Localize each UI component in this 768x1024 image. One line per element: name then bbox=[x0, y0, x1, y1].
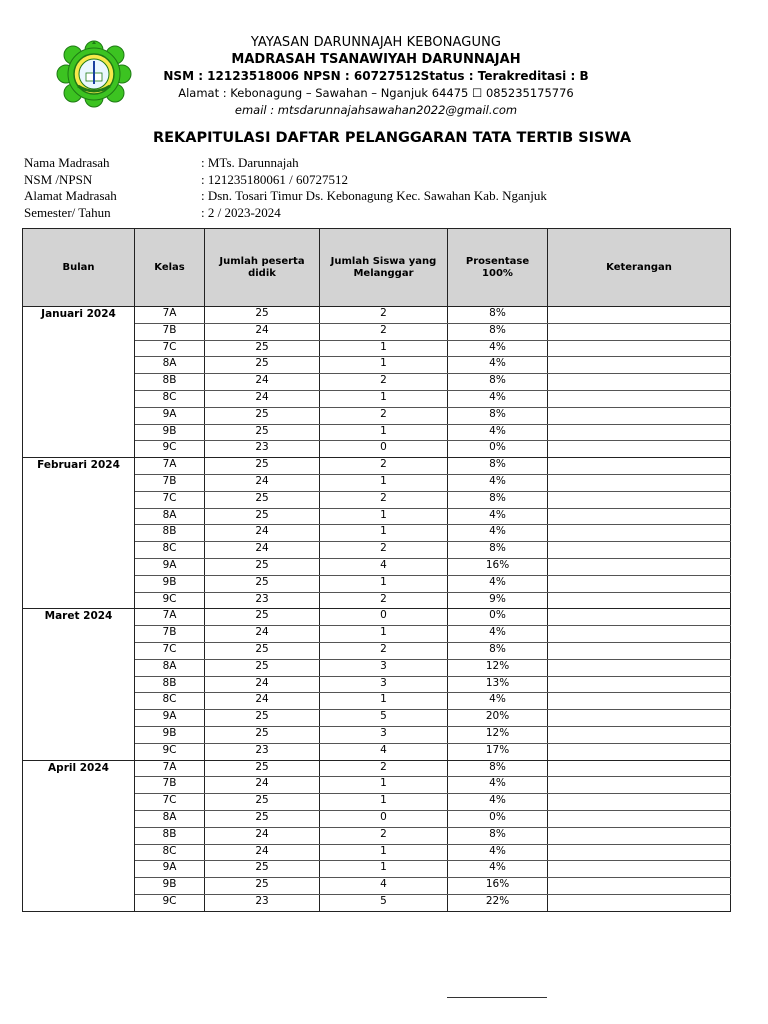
cell-jumlah-melanggar: 2 bbox=[320, 542, 448, 559]
cell-keterangan bbox=[548, 407, 731, 424]
cell-kelas: 9A bbox=[135, 407, 205, 424]
letterhead-text bbox=[150, 34, 602, 119]
cell-jumlah-peserta: 24 bbox=[205, 777, 320, 794]
cell-prosentase: 13% bbox=[448, 676, 548, 693]
cell-jumlah-peserta: 24 bbox=[205, 693, 320, 710]
cell-prosentase: 12% bbox=[448, 726, 548, 743]
cell-prosentase: 8% bbox=[448, 760, 548, 777]
cell-kelas: 7A bbox=[135, 307, 205, 324]
info-row bbox=[24, 172, 547, 189]
cell-prosentase: 8% bbox=[448, 642, 548, 659]
cell-keterangan bbox=[548, 693, 731, 710]
cell-jumlah-melanggar: 3 bbox=[320, 726, 448, 743]
cell-keterangan bbox=[548, 609, 731, 626]
cell-prosentase: 4% bbox=[448, 844, 548, 861]
cell-jumlah-peserta: 24 bbox=[205, 827, 320, 844]
school-info bbox=[24, 155, 547, 221]
cell-jumlah-melanggar: 5 bbox=[320, 894, 448, 911]
cell-keterangan bbox=[548, 810, 731, 827]
cell-keterangan bbox=[548, 743, 731, 760]
cell-jumlah-melanggar: 4 bbox=[320, 878, 448, 895]
madrasah-logo-icon bbox=[56, 40, 132, 108]
cell-jumlah-melanggar: 2 bbox=[320, 458, 448, 475]
cell-jumlah-peserta: 24 bbox=[205, 844, 320, 861]
document-title-text: REKAPITULASI DAFTAR PELANGGARAN TATA TERTIB SISWA bbox=[152, 130, 632, 146]
cell-jumlah-melanggar: 1 bbox=[320, 777, 448, 794]
cell-jumlah-peserta: 23 bbox=[205, 592, 320, 609]
cell-keterangan bbox=[548, 659, 731, 676]
cell-jumlah-melanggar: 3 bbox=[320, 676, 448, 693]
cell-prosentase: 9% bbox=[448, 592, 548, 609]
cell-prosentase: 4% bbox=[448, 340, 548, 357]
cell-kelas: 9A bbox=[135, 558, 205, 575]
cell-keterangan bbox=[548, 390, 731, 407]
cell-keterangan bbox=[548, 491, 731, 508]
cell-keterangan bbox=[548, 340, 731, 357]
cell-kelas: 7B bbox=[135, 777, 205, 794]
cell-jumlah-peserta: 24 bbox=[205, 323, 320, 340]
cell-jumlah-melanggar: 1 bbox=[320, 844, 448, 861]
cell-kelas: 9B bbox=[135, 424, 205, 441]
cell-keterangan bbox=[548, 558, 731, 575]
cell-prosentase: 16% bbox=[448, 878, 548, 895]
cell-prosentase: 20% bbox=[448, 710, 548, 727]
cell-kelas: 8C bbox=[135, 844, 205, 861]
cell-bulan: April 2024 bbox=[23, 760, 135, 911]
info-row bbox=[24, 188, 547, 205]
cell-keterangan bbox=[548, 424, 731, 441]
cell-jumlah-peserta: 25 bbox=[205, 307, 320, 324]
cell-jumlah-peserta: 25 bbox=[205, 726, 320, 743]
cell-prosentase: 4% bbox=[448, 777, 548, 794]
cell-prosentase: 4% bbox=[448, 575, 548, 592]
cell-keterangan bbox=[548, 357, 731, 374]
cell-jumlah-peserta: 25 bbox=[205, 710, 320, 727]
cell-kelas: 8A bbox=[135, 659, 205, 676]
cell-kelas: 9B bbox=[135, 726, 205, 743]
cell-jumlah-peserta: 24 bbox=[205, 525, 320, 542]
info-label: Nama Madrasah bbox=[24, 155, 110, 170]
cell-jumlah-peserta: 25 bbox=[205, 642, 320, 659]
cell-jumlah-melanggar: 4 bbox=[320, 743, 448, 760]
cell-jumlah-melanggar: 2 bbox=[320, 592, 448, 609]
cell-prosentase: 4% bbox=[448, 626, 548, 643]
col-header-prosentase: Prosentase 100% bbox=[448, 229, 548, 307]
cell-keterangan bbox=[548, 575, 731, 592]
cell-jumlah-melanggar: 1 bbox=[320, 575, 448, 592]
cell-jumlah-melanggar: 1 bbox=[320, 626, 448, 643]
school-registration: NSM : 12123518006 NPSN : 60727512Status : Terakreditasi : B bbox=[163, 69, 589, 83]
cell-jumlah-melanggar: 4 bbox=[320, 558, 448, 575]
info-value: : 2 / 2023-2024 bbox=[201, 204, 281, 220]
document-title bbox=[0, 130, 768, 146]
cell-jumlah-peserta: 25 bbox=[205, 508, 320, 525]
cell-jumlah-peserta: 25 bbox=[205, 861, 320, 878]
table-header-row bbox=[23, 229, 731, 307]
cell-kelas: 9B bbox=[135, 878, 205, 895]
cell-jumlah-melanggar: 1 bbox=[320, 861, 448, 878]
table-row bbox=[23, 609, 731, 626]
cell-kelas: 8C bbox=[135, 390, 205, 407]
cell-prosentase: 4% bbox=[448, 390, 548, 407]
table-row bbox=[23, 307, 731, 324]
info-value: : 121235180061 / 60727512 bbox=[201, 171, 348, 187]
cell-jumlah-peserta: 25 bbox=[205, 458, 320, 475]
cell-keterangan bbox=[548, 542, 731, 559]
school-email: email : mtsdarunnajahsawahan2022@gmail.com bbox=[234, 103, 518, 117]
cell-jumlah-melanggar: 2 bbox=[320, 642, 448, 659]
cell-jumlah-peserta: 23 bbox=[205, 441, 320, 458]
cell-jumlah-melanggar: 1 bbox=[320, 340, 448, 357]
cell-keterangan bbox=[548, 894, 731, 911]
cell-jumlah-melanggar: 3 bbox=[320, 659, 448, 676]
cell-kelas: 8A bbox=[135, 508, 205, 525]
cell-keterangan bbox=[548, 474, 731, 491]
cell-keterangan bbox=[548, 592, 731, 609]
cell-kelas: 8A bbox=[135, 357, 205, 374]
cell-kelas: 8A bbox=[135, 810, 205, 827]
cell-jumlah-melanggar: 2 bbox=[320, 374, 448, 391]
cell-keterangan bbox=[548, 642, 731, 659]
cell-kelas: 7A bbox=[135, 458, 205, 475]
info-label: Alamat Madrasah bbox=[24, 188, 117, 204]
cell-keterangan bbox=[548, 458, 731, 475]
cell-keterangan bbox=[548, 626, 731, 643]
cell-jumlah-peserta: 23 bbox=[205, 743, 320, 760]
cell-jumlah-peserta: 25 bbox=[205, 407, 320, 424]
cell-prosentase: 4% bbox=[448, 424, 548, 441]
col-header-bulan: Bulan bbox=[23, 229, 135, 307]
cell-prosentase: 8% bbox=[448, 374, 548, 391]
cell-keterangan bbox=[548, 307, 731, 324]
cell-prosentase: 4% bbox=[448, 474, 548, 491]
cell-jumlah-peserta: 24 bbox=[205, 474, 320, 491]
cell-jumlah-peserta: 25 bbox=[205, 357, 320, 374]
cell-jumlah-peserta: 25 bbox=[205, 760, 320, 777]
cell-kelas: 8C bbox=[135, 693, 205, 710]
info-row bbox=[24, 155, 547, 172]
cell-prosentase: 12% bbox=[448, 659, 548, 676]
cell-keterangan bbox=[548, 760, 731, 777]
cell-kelas: 7A bbox=[135, 609, 205, 626]
cell-keterangan bbox=[548, 676, 731, 693]
info-value: : MTs. Darunnajah bbox=[201, 155, 299, 170]
cell-jumlah-melanggar: 1 bbox=[320, 794, 448, 811]
cell-prosentase: 4% bbox=[448, 508, 548, 525]
cell-kelas: 9A bbox=[135, 710, 205, 727]
cell-kelas: 9A bbox=[135, 861, 205, 878]
cell-jumlah-peserta: 25 bbox=[205, 424, 320, 441]
cell-jumlah-peserta: 25 bbox=[205, 659, 320, 676]
cell-jumlah-melanggar: 0 bbox=[320, 441, 448, 458]
cell-jumlah-peserta: 24 bbox=[205, 542, 320, 559]
cell-keterangan bbox=[548, 323, 731, 340]
cell-jumlah-melanggar: 2 bbox=[320, 491, 448, 508]
cell-jumlah-peserta: 25 bbox=[205, 878, 320, 895]
cell-jumlah-melanggar: 2 bbox=[320, 307, 448, 324]
table-body bbox=[23, 307, 731, 912]
cell-jumlah-peserta: 24 bbox=[205, 676, 320, 693]
info-row bbox=[24, 205, 547, 222]
cell-jumlah-melanggar: 2 bbox=[320, 407, 448, 424]
cell-jumlah-peserta: 25 bbox=[205, 491, 320, 508]
cell-keterangan bbox=[548, 844, 731, 861]
cell-jumlah-peserta: 24 bbox=[205, 626, 320, 643]
signature-line bbox=[447, 997, 547, 998]
cell-kelas: 9C bbox=[135, 894, 205, 911]
cell-jumlah-melanggar: 2 bbox=[320, 760, 448, 777]
cell-kelas: 7C bbox=[135, 340, 205, 357]
foundation-name: YAYASAN DARUNNAJAH KEBONAGUNG bbox=[250, 35, 502, 50]
cell-jumlah-peserta: 24 bbox=[205, 374, 320, 391]
cell-kelas: 8B bbox=[135, 676, 205, 693]
cell-jumlah-melanggar: 1 bbox=[320, 474, 448, 491]
cell-kelas: 8B bbox=[135, 374, 205, 391]
info-value: : Dsn. Tosari Timur Ds. Kebonagung Kec. Sawahan Kab. Nganjuk bbox=[201, 188, 547, 204]
school-address: Alamat : Kebonagung – Sawahan – Nganjuk 64475 ☐ 085235175776 bbox=[178, 86, 574, 100]
cell-jumlah-melanggar: 5 bbox=[320, 710, 448, 727]
cell-jumlah-melanggar: 1 bbox=[320, 693, 448, 710]
violation-recap-table bbox=[22, 228, 731, 912]
col-header-jumlah-peserta: Jumlah peserta didik bbox=[205, 229, 320, 307]
cell-keterangan bbox=[548, 777, 731, 794]
cell-jumlah-melanggar: 2 bbox=[320, 827, 448, 844]
cell-keterangan bbox=[548, 878, 731, 895]
cell-keterangan bbox=[548, 827, 731, 844]
cell-prosentase: 16% bbox=[448, 558, 548, 575]
cell-kelas: 9B bbox=[135, 575, 205, 592]
cell-keterangan bbox=[548, 525, 731, 542]
cell-keterangan bbox=[548, 441, 731, 458]
cell-prosentase: 8% bbox=[448, 542, 548, 559]
cell-prosentase: 4% bbox=[448, 525, 548, 542]
table-row bbox=[23, 458, 731, 475]
school-name: MADRASAH TSANAWIYAH DARUNNAJAH bbox=[231, 52, 521, 67]
cell-prosentase: 4% bbox=[448, 861, 548, 878]
cell-kelas: 7B bbox=[135, 323, 205, 340]
cell-kelas: 7B bbox=[135, 626, 205, 643]
cell-jumlah-melanggar: 1 bbox=[320, 508, 448, 525]
col-header-jumlah-melanggar: Jumlah Siswa yang Melanggar bbox=[320, 229, 448, 307]
cell-prosentase: 8% bbox=[448, 323, 548, 340]
cell-jumlah-peserta: 25 bbox=[205, 609, 320, 626]
cell-prosentase: 22% bbox=[448, 894, 548, 911]
cell-kelas: 7C bbox=[135, 491, 205, 508]
cell-jumlah-melanggar: 2 bbox=[320, 323, 448, 340]
cell-kelas: 8C bbox=[135, 542, 205, 559]
cell-jumlah-peserta: 25 bbox=[205, 794, 320, 811]
cell-bulan: Januari 2024 bbox=[23, 307, 135, 458]
cell-keterangan bbox=[548, 508, 731, 525]
info-label: Semester/ Tahun bbox=[24, 204, 111, 220]
cell-kelas: 9C bbox=[135, 441, 205, 458]
cell-kelas: 7C bbox=[135, 642, 205, 659]
cell-prosentase: 8% bbox=[448, 827, 548, 844]
cell-jumlah-peserta: 24 bbox=[205, 390, 320, 407]
cell-jumlah-melanggar: 1 bbox=[320, 390, 448, 407]
cell-prosentase: 8% bbox=[448, 491, 548, 508]
cell-kelas: 7A bbox=[135, 760, 205, 777]
cell-kelas: 7C bbox=[135, 794, 205, 811]
cell-prosentase: 17% bbox=[448, 743, 548, 760]
cell-keterangan bbox=[548, 726, 731, 743]
cell-prosentase: 0% bbox=[448, 609, 548, 626]
cell-kelas: 9C bbox=[135, 592, 205, 609]
col-header-kelas: Kelas bbox=[135, 229, 205, 307]
cell-bulan: Februari 2024 bbox=[23, 458, 135, 609]
letterhead bbox=[0, 0, 768, 120]
cell-jumlah-melanggar: 1 bbox=[320, 357, 448, 374]
info-label: NSM /NPSN bbox=[24, 171, 93, 187]
cell-bulan: Maret 2024 bbox=[23, 609, 135, 760]
cell-keterangan bbox=[548, 710, 731, 727]
cell-jumlah-peserta: 25 bbox=[205, 340, 320, 357]
cell-prosentase: 8% bbox=[448, 458, 548, 475]
cell-keterangan bbox=[548, 861, 731, 878]
cell-kelas: 9C bbox=[135, 743, 205, 760]
cell-prosentase: 0% bbox=[448, 441, 548, 458]
cell-prosentase: 0% bbox=[448, 810, 548, 827]
cell-prosentase: 4% bbox=[448, 794, 548, 811]
cell-jumlah-melanggar: 0 bbox=[320, 810, 448, 827]
cell-prosentase: 8% bbox=[448, 407, 548, 424]
cell-kelas: 8B bbox=[135, 827, 205, 844]
cell-prosentase: 4% bbox=[448, 693, 548, 710]
cell-kelas: 8B bbox=[135, 525, 205, 542]
cell-keterangan bbox=[548, 794, 731, 811]
col-header-keterangan: Keterangan bbox=[548, 229, 731, 307]
cell-jumlah-peserta: 25 bbox=[205, 810, 320, 827]
cell-keterangan bbox=[548, 374, 731, 391]
cell-kelas: 7B bbox=[135, 474, 205, 491]
table-row bbox=[23, 760, 731, 777]
cell-prosentase: 8% bbox=[448, 307, 548, 324]
cell-jumlah-peserta: 25 bbox=[205, 558, 320, 575]
cell-prosentase: 4% bbox=[448, 357, 548, 374]
cell-jumlah-melanggar: 1 bbox=[320, 424, 448, 441]
cell-jumlah-peserta: 23 bbox=[205, 894, 320, 911]
cell-jumlah-melanggar: 1 bbox=[320, 525, 448, 542]
cell-jumlah-melanggar: 0 bbox=[320, 609, 448, 626]
cell-jumlah-peserta: 25 bbox=[205, 575, 320, 592]
